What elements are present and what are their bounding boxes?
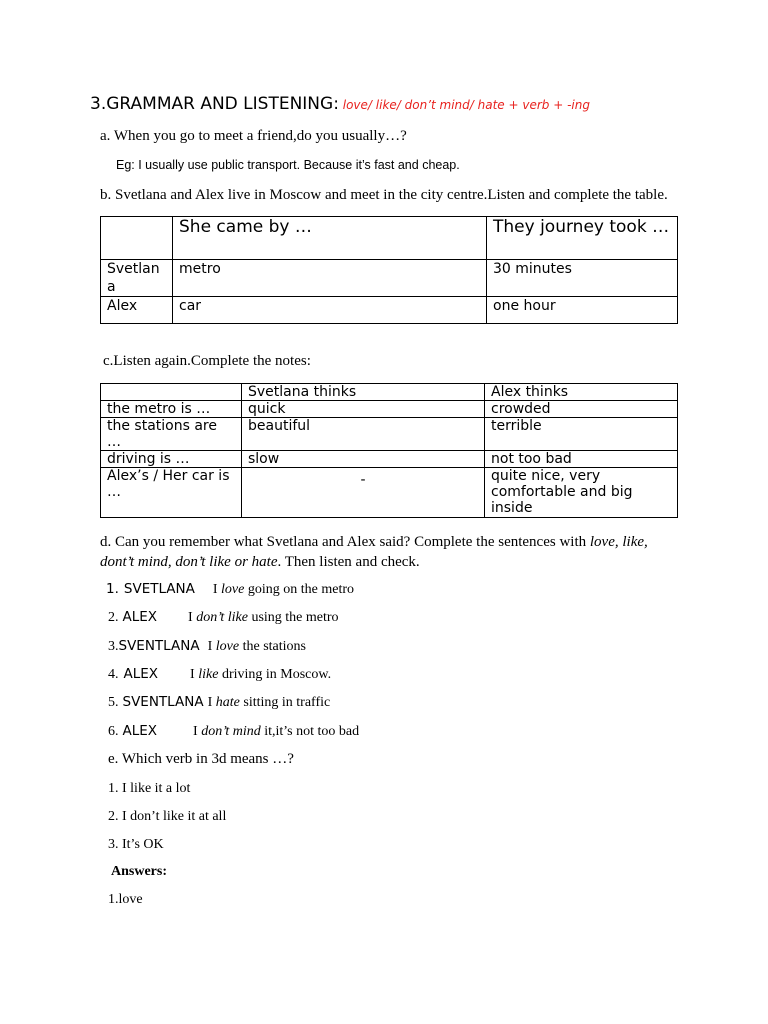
sentence-number: 5.	[108, 695, 119, 710]
sentence-pre: I	[212, 582, 222, 597]
sentence-number: 4.	[108, 667, 119, 682]
table-cell-svetlana: beautiful	[242, 418, 485, 451]
speaker-name: SVENTLANA	[118, 638, 200, 654]
heading-grammar-note: love/ like/ don’t mind/ hate + verb + -ing	[338, 98, 590, 112]
e-item-3: 3. It’s OK	[108, 837, 164, 852]
table-header-came-by: She came by …	[173, 217, 487, 260]
table-row	[101, 217, 678, 260]
table-header-alex: Alex thinks	[485, 384, 678, 401]
sentence-verb: like	[198, 667, 219, 682]
table-cell-svetlana: quick	[242, 401, 485, 418]
sentence-1	[106, 581, 354, 598]
e-item-1: 1. I like it a lot	[108, 781, 191, 796]
speaker-name: ALEX	[123, 666, 159, 682]
sentence-verb: love	[221, 582, 245, 597]
sentence-2	[108, 609, 339, 626]
question-d	[100, 532, 680, 572]
sentence-verb: love	[215, 639, 240, 654]
table-cell-name: Alex	[101, 297, 173, 324]
speaker-name: ALEX	[122, 723, 158, 739]
notes-table	[100, 383, 678, 518]
sentence-pre: I	[207, 639, 216, 654]
table-cell-transport: metro	[173, 260, 487, 297]
sentence-post: using the metro	[247, 610, 339, 625]
sentence-post: sitting in traffic	[239, 695, 331, 710]
question-b: b. Svetlana and Alex live in Moscow and meet in the city centre.Listen and complete the table.	[100, 187, 668, 203]
answer-1: 1.love	[108, 892, 143, 907]
table-row	[101, 297, 678, 324]
sentence-4	[108, 666, 331, 683]
sentence-number: 6.	[108, 724, 119, 739]
table-cell-alex: crowded	[485, 401, 678, 418]
table-cell	[101, 384, 242, 401]
sentence-verb: don’t mind	[201, 724, 261, 739]
sentence-post: the stations	[239, 639, 306, 654]
table-row	[101, 401, 678, 418]
table-cell-alex: not too bad	[485, 451, 678, 468]
sentence-pre: I	[188, 610, 197, 625]
table-cell-transport: car	[173, 297, 487, 324]
sentence-5	[108, 694, 330, 711]
answers-label: Answers:	[111, 864, 167, 879]
table-cell-topic: the metro is …	[101, 401, 242, 418]
table-cell-alex: quite nice, very comfortable and big inside	[485, 468, 678, 518]
speaker-name: ALEX	[122, 609, 158, 625]
sentence-number: 2.	[108, 610, 119, 625]
table-cell-duration: 30 minutes	[487, 260, 678, 297]
sentence-pre: I	[190, 667, 199, 682]
sentence-post: it,it’s not too bad	[260, 724, 360, 739]
table-row	[101, 451, 678, 468]
table-header-svetlana: Svetlana thinks	[242, 384, 485, 401]
table-row	[101, 260, 678, 297]
table-cell	[101, 217, 173, 260]
sentence-verb: hate	[215, 695, 240, 710]
table-cell-name: Svetlana	[101, 260, 173, 297]
table-row	[101, 384, 678, 401]
speaker-name: SVETLANA	[123, 581, 195, 597]
sentence-3	[108, 638, 306, 655]
table-cell-svetlana: slow	[242, 451, 485, 468]
table-cell-topic: the stations are …	[101, 418, 242, 451]
section-heading	[90, 94, 590, 114]
question-d-prefix: d. Can you remember what Svetlana and Alex said? Complete the sentences with	[100, 534, 590, 550]
table-cell-duration: one hour	[487, 297, 678, 324]
e-item-2: 2. I don’t like it at all	[108, 809, 227, 824]
sentence-6	[108, 723, 359, 740]
sentence-post: going on the metro	[244, 582, 355, 597]
speaker-name: SVENTLANA	[122, 694, 204, 710]
question-c: c.Listen again.Complete the notes:	[103, 353, 311, 369]
table-cell-svetlana: -	[242, 468, 485, 518]
table-cell-topic: driving is …	[101, 451, 242, 468]
sentence-number: 1.	[106, 581, 119, 597]
sentence-number: 3.	[108, 639, 119, 654]
sentence-pre: I	[207, 695, 216, 710]
table-row	[101, 468, 678, 518]
sentence-pre: I	[193, 724, 202, 739]
heading-colon: :	[333, 94, 339, 114]
table-cell-topic: Alex’s / Her car is …	[101, 468, 242, 518]
journey-table	[100, 216, 678, 324]
question-e: e. Which verb in 3d means …?	[108, 751, 294, 767]
question-d-suffix: . Then listen and check.	[277, 554, 420, 570]
heading-title: 3.GRAMMAR AND LISTENING	[90, 94, 334, 114]
table-cell-alex: terrible	[485, 418, 678, 451]
example-sentence: Eg: I usually use public transport. Because it’s fast and cheap.	[116, 158, 460, 172]
sentence-verb: don’t like	[196, 610, 248, 625]
question-d-words: love, like, dont’t mind, don’t like or hate	[100, 534, 648, 570]
question-a: a. When you go to meet a friend,do you usually…?	[100, 128, 407, 144]
sentence-post: driving in Moscow.	[218, 667, 332, 682]
table-row	[101, 418, 678, 451]
table-header-journey: They journey took …	[487, 217, 678, 260]
